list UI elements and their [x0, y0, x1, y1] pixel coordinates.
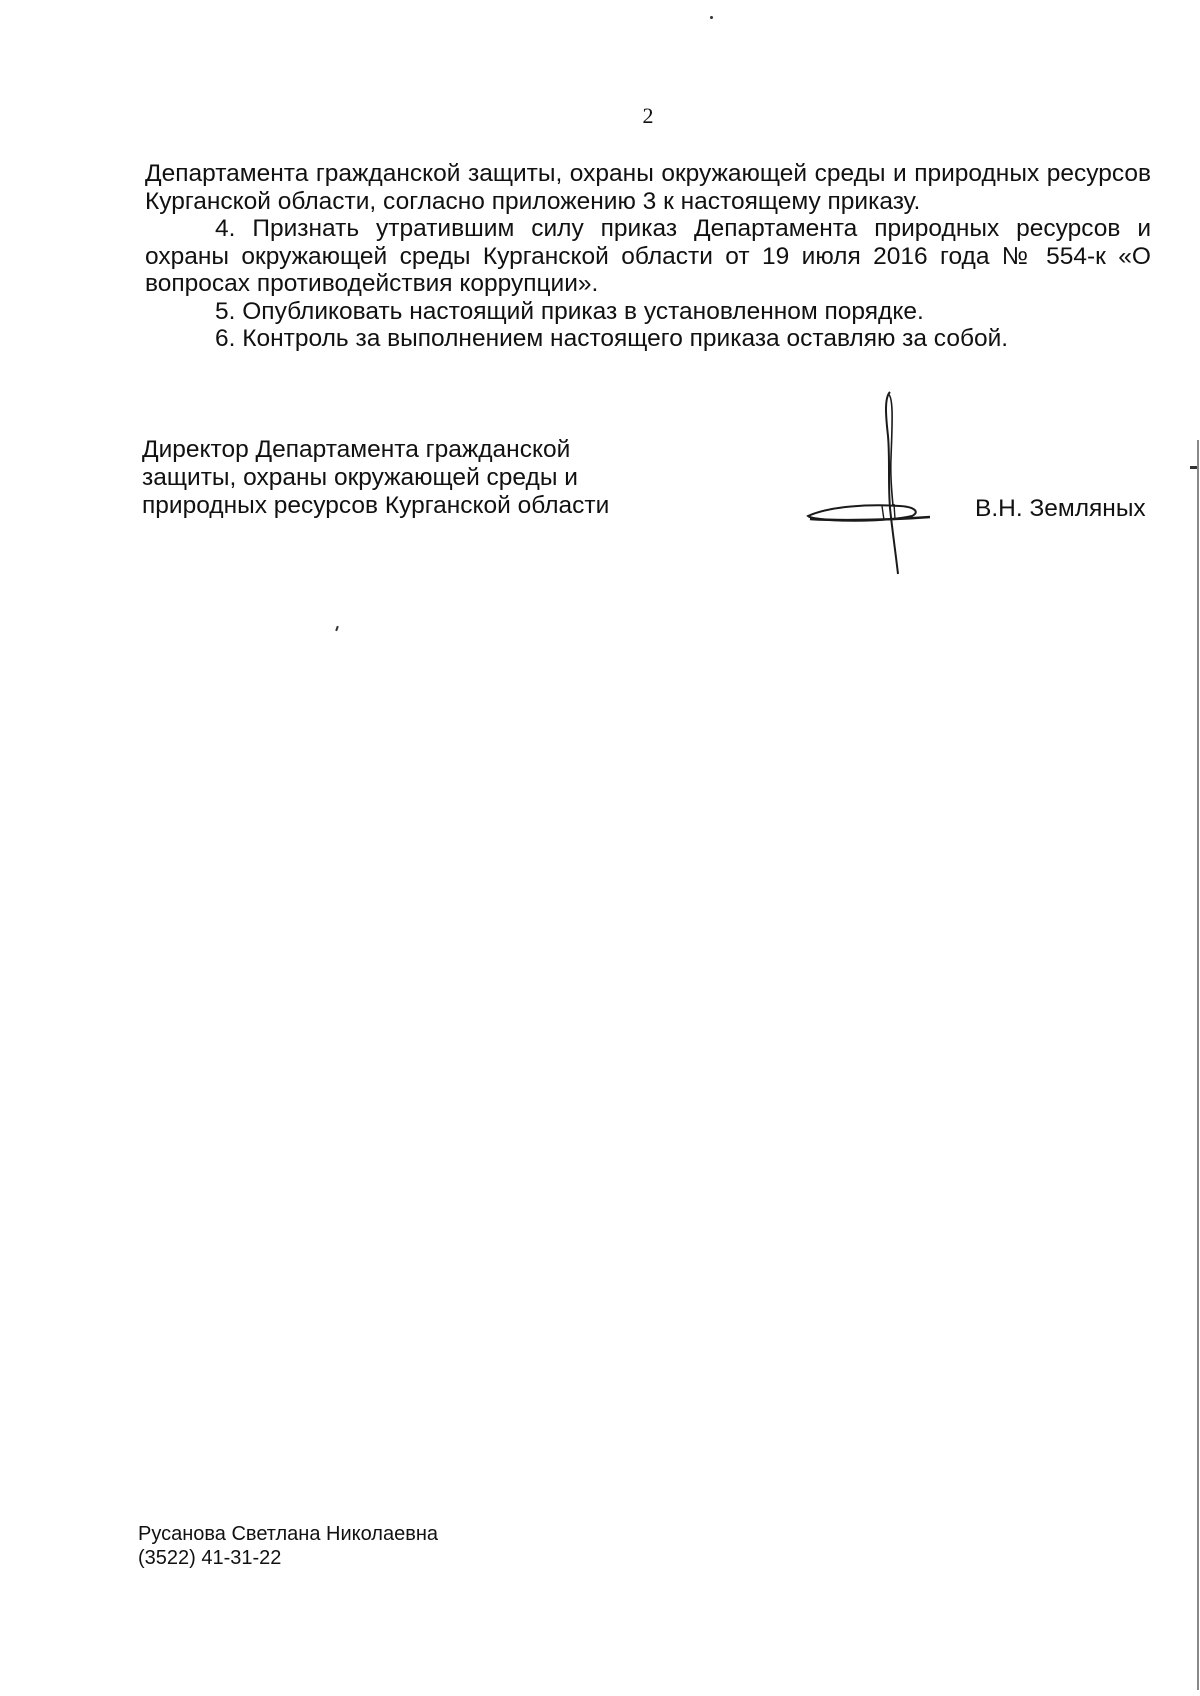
- handwritten-signature: [800, 388, 940, 578]
- contact-name: Русанова Светлана Николаевна: [138, 1523, 439, 1545]
- contact-phone: (3522) 41-31-22: [138, 1546, 282, 1569]
- signer-name: В.Н. Земляных: [975, 495, 1146, 522]
- signatory-title-line: Директор Департамента гражданской: [142, 436, 571, 463]
- paragraph-item-4: 4. Признать утратившим силу приказ Департамента природных ресурсов и охраны окружающей среды Курганской области от 19 июля 2016 года № 554-к «О вопросах противодействия коррупции».: [145, 215, 1151, 297]
- paragraph-continuation: Департамента гражданской защиты, охраны окружающей среды и природных ресурсов Курганской области, согласно приложению 3 к настоящему приказу.: [145, 160, 1151, 215]
- contact-block: [138, 1523, 438, 1570]
- paragraph-item-6: 6. Контроль за выполнением настоящего приказа оставляю за собой.: [215, 325, 1009, 352]
- signatory-title-line: защиты, охраны окружающей среды и: [142, 464, 578, 491]
- page-number: 2: [642, 103, 654, 128]
- document-body: [145, 160, 1151, 353]
- signatory-title: [142, 436, 662, 520]
- scan-speck: [710, 16, 713, 19]
- paragraph-item-5: 5. Опубликовать настоящий приказ в установленном порядке.: [215, 297, 924, 325]
- scan-speck: [335, 626, 339, 631]
- scan-edge-line: [1197, 440, 1199, 1690]
- signatory-title-line: природных ресурсов Курганской области: [142, 492, 610, 519]
